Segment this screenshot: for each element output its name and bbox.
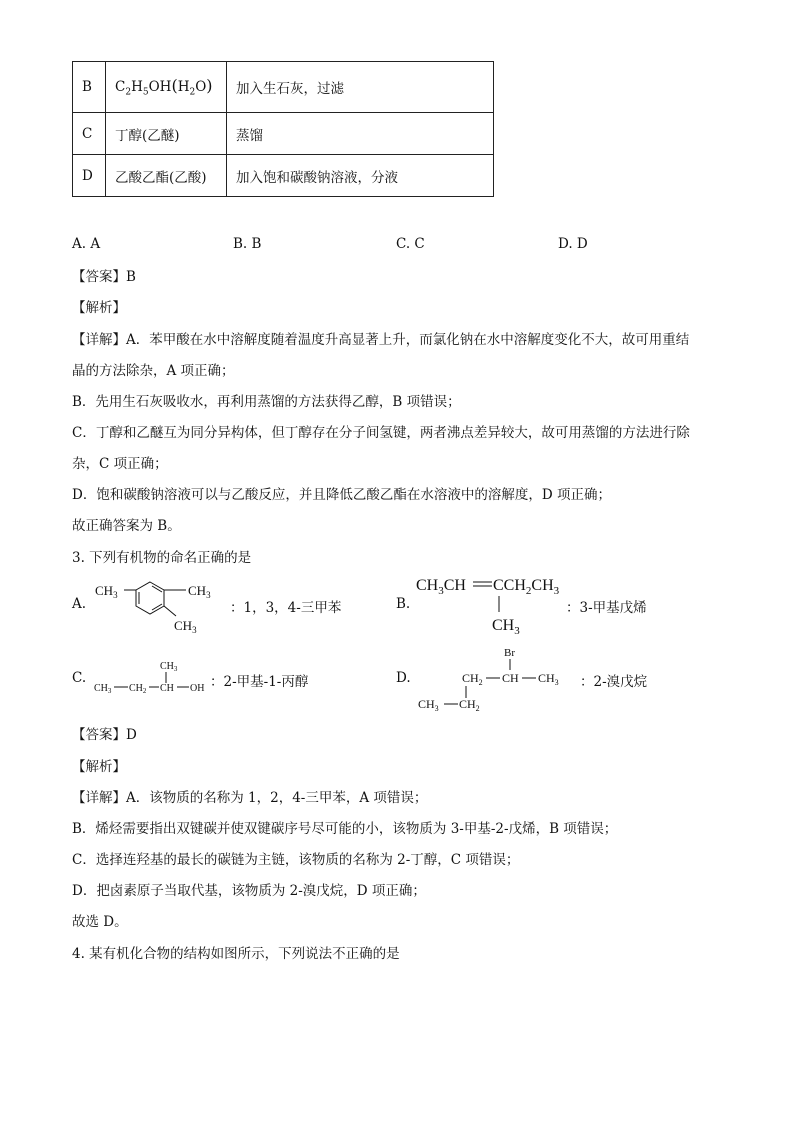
svg-text:CH2: $CH_2$ bbox=[459, 697, 480, 713]
svg-text:CH3: $CH_3$ bbox=[492, 617, 520, 636]
bromopentane-structure bbox=[414, 642, 584, 714]
option-c: C. C bbox=[396, 236, 425, 252]
option-b: B. B bbox=[233, 236, 262, 252]
detail-line: D．饱和碳酸钠溶液可以与乙酸反应，并且降低乙酸乙酯在水溶液中的溶解度，D 项正确； bbox=[72, 487, 611, 503]
table-row bbox=[73, 155, 494, 197]
separation-table bbox=[72, 61, 494, 197]
svg-text:CH3: $CH_3$ bbox=[94, 683, 112, 695]
methylpropanol-structure bbox=[92, 656, 222, 700]
question-4: 4. 某有机化合物的结构如图所示，下列说法不正确的是 bbox=[72, 946, 400, 962]
svg-text:CH3: $CH_3$ bbox=[95, 583, 118, 600]
svg-text:CH3: $CH_3$ bbox=[160, 661, 178, 673]
detail-line: C．丁醇和乙醚互为同分异构体，但丁醇存在分子间氢键，两者沸点差异较大，故可用蒸馏的方法进行除 bbox=[72, 425, 690, 441]
option-label: A. bbox=[72, 596, 87, 612]
conclusion-q3: 故选 D。 bbox=[72, 914, 128, 930]
table-row bbox=[73, 113, 494, 155]
row-label: D bbox=[73, 155, 106, 197]
conclusion-q2: 故正确答案为 B。 bbox=[72, 518, 181, 534]
trimethylbenzene-structure bbox=[90, 568, 230, 638]
substance-cell: 乙酸乙酯(乙酸) bbox=[106, 155, 227, 197]
detail-line: B．先用生石灰吸收水，再利用蒸馏的方法获得乙醇，B 项错误； bbox=[72, 394, 461, 410]
option-a: A. A bbox=[72, 236, 101, 252]
row-label: B bbox=[73, 62, 106, 113]
option-b-name: ：3-甲基戊烯 bbox=[566, 600, 647, 616]
option-d: D. D bbox=[558, 236, 588, 252]
svg-text:CH2: $CH_2$ bbox=[462, 671, 483, 687]
option-d-name: ：2-溴戊烷 bbox=[580, 674, 648, 690]
method-cell: 加入饱和碳酸钠溶液，分液 bbox=[227, 155, 494, 197]
methylpentene-structure bbox=[412, 570, 572, 636]
substance-cell: 丁醇(乙醚) bbox=[106, 113, 227, 155]
svg-text:CH3: $CH_3$ bbox=[418, 697, 439, 713]
row-label: C bbox=[73, 113, 106, 155]
answer-q3: 【答案】D bbox=[72, 727, 137, 743]
detail-line: 杂，C 项正确； bbox=[72, 456, 168, 472]
svg-text:CH3: $CH_3$ bbox=[174, 618, 197, 635]
svg-text:CH: CH bbox=[502, 671, 519, 685]
substance-formula: $C_2H_5OH(H_2O)$ bbox=[106, 62, 227, 113]
detail-line: D．把卤素原子当取代基，该物质为 2-溴戊烷，D 项正确； bbox=[72, 883, 426, 899]
detail-line: C．选择连羟基的最长的碳链为主链，该物质的名称为 2-丁醇，C 项错误； bbox=[72, 852, 520, 868]
detail-line: 【详解】A．苯甲酸在水中溶解度随着温度升高显著上升，而氯化钠在水中溶解度变化不大，故可用重结 bbox=[72, 332, 690, 348]
option-label: D. bbox=[396, 670, 411, 686]
svg-text:CH3CH: $CH_3CH$ bbox=[416, 577, 466, 597]
detail-line: B．烯烃需要指出双键碳并使双键碳序号尽可能的小，该物质为 3-甲基-2-戊烯，B 项错误； bbox=[72, 821, 618, 837]
option-label: C. bbox=[72, 670, 87, 686]
question-3: 3. 下列有机物的命名正确的是 bbox=[72, 550, 252, 566]
svg-text:CH3: $CH_3$ bbox=[538, 671, 559, 687]
table-row bbox=[73, 62, 494, 113]
method-cell: 蒸馏 bbox=[227, 113, 494, 155]
svg-text:CH2: $CH_2$ bbox=[129, 683, 147, 695]
analysis-title-q3: 【解析】 bbox=[72, 759, 126, 775]
detail-line: 晶的方法除杂，A 项正确； bbox=[72, 363, 235, 379]
svg-text:CH3: $CH_3$ bbox=[188, 583, 211, 600]
option-label: B. bbox=[396, 596, 411, 612]
method-cell: 加入生石灰，过滤 bbox=[227, 62, 494, 113]
svg-text:CCH2CH3: $CCH_2CH_3$ bbox=[493, 577, 560, 597]
detail-line: 【详解】A．该物质的名称为 1，2，4-三甲苯，A 项错误； bbox=[72, 790, 428, 806]
analysis-title-q2: 【解析】 bbox=[72, 300, 126, 316]
answer-q2: 【答案】B bbox=[72, 269, 136, 285]
option-c-name: ：2-甲基-1-丙醇 bbox=[210, 674, 309, 690]
svg-text:Br: Br bbox=[504, 647, 515, 659]
svg-text:OH: OH bbox=[190, 683, 205, 694]
svg-text:CH: CH bbox=[160, 683, 174, 694]
option-a-name: ：1，3，4-三甲苯 bbox=[230, 600, 342, 616]
